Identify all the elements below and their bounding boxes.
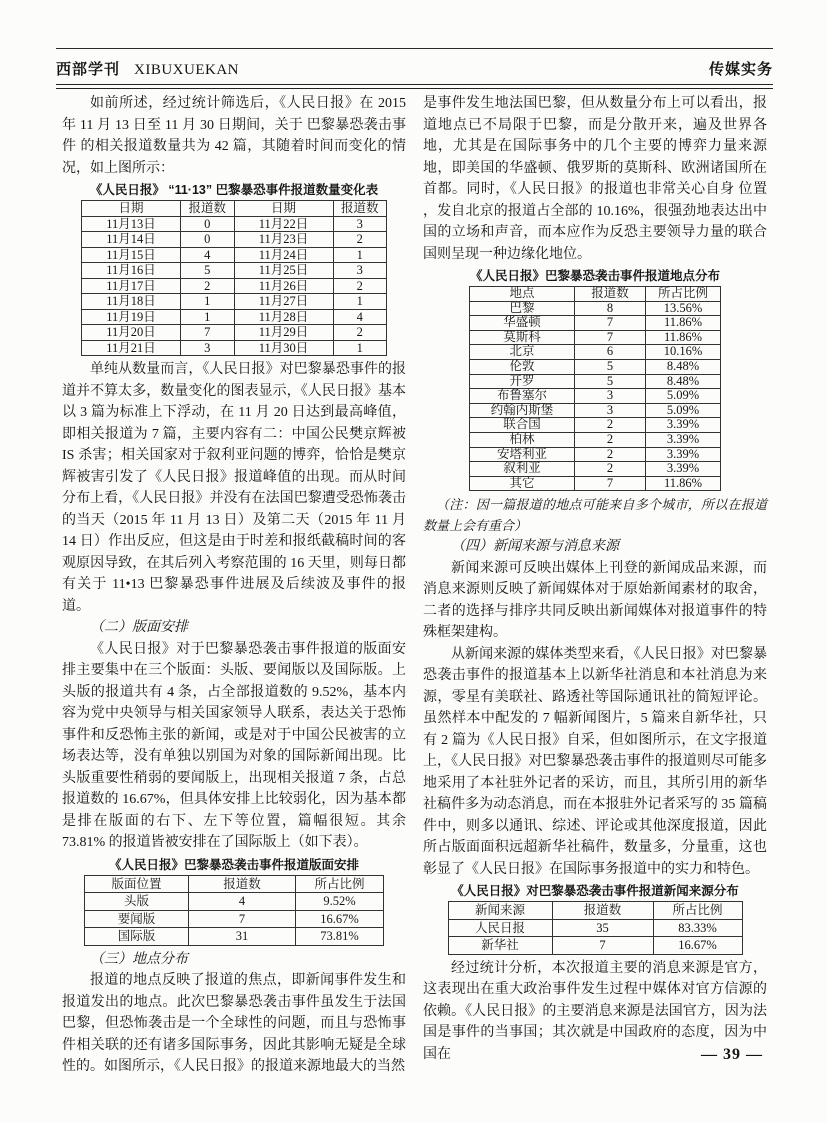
body-columns — [62, 93, 767, 1078]
table-cell: 头版 — [85, 893, 189, 911]
table-cell: 35 — [552, 919, 653, 937]
table-cell: 布鲁塞尔 — [470, 389, 575, 404]
table-cell: 3.39% — [646, 418, 721, 433]
table-row — [82, 340, 387, 356]
table-cell: 要闻版 — [85, 910, 189, 928]
table-row — [82, 278, 387, 294]
table-row — [82, 232, 387, 248]
table-cell: 5.09% — [646, 403, 721, 418]
table-cell: 5 — [181, 263, 235, 279]
top-rule — [56, 48, 773, 49]
table-note: （注：因一篇报道的地点可能来自多个城市，所以在报道数量上会有重合） — [423, 497, 767, 534]
table-cell: 2 — [181, 278, 235, 294]
table-cell: 5 — [575, 359, 646, 374]
table-header-cell: 报道数 — [333, 201, 387, 217]
table-cell: 开罗 — [470, 374, 575, 389]
journal-pinyin: XIBUXUEKAN — [134, 62, 240, 78]
table-row — [470, 403, 721, 418]
table-cell: 11月24日 — [234, 247, 333, 263]
table-cell: 13.56% — [646, 301, 721, 316]
paragraph-location: 报道的地点反映了报道的焦点，即新闻事件发生和报道发出的地点。此次巴黎暴恐袭击事件虽发生于法国巴黎，但恐怖袭击是一个全球性的问题，而且与恐怖事件相关联的还有诸多国际事务，因此其影响无疑是全球性的。如图所示，《人民日报》的报道来源地最大的当然 — [62, 973, 406, 1074]
table-cell: 3.39% — [646, 432, 721, 447]
table-cell: 2 — [575, 447, 646, 462]
table-cell: 3 — [575, 403, 646, 418]
paragraph-intro: 如前所述，经过统计筛选后，《人民日报》在 2015 年 11 月 13 日至 11 月 30 日期间，关于 巴黎暴恐袭击事件 的相关报道数量共为 42 篇，其随着时间而变化的情况，如上图所示： — [62, 96, 406, 176]
table-row — [470, 462, 721, 477]
table-cell: 莫斯科 — [470, 330, 575, 345]
section-name: 传媒实务 — [708, 61, 773, 78]
table-cell: 柏林 — [470, 432, 575, 447]
paragraph-news-source-analysis: 从新闻来源的媒体类型来看，《人民日报》对巴黎暴恐袭击事件的报道基本上以新华社消息和本社消息为来源，零星有美联社、路透社等国际通讯社的简短评论。虽然样本中配发的 7 幅新闻图片，5 篇来自新华社，只有 2 篇为《人民日报》自采，但如图所示，在文字报道上，《人民日报》对巴黎暴恐袭击事件的报道则尽可能多地采用了本社驻外记者的采访，而且，其所引用的新华社稿件多为动态消息，而在本报驻外记者采写的 35 篇稿件中，则多以通讯、综述、评论或其他深度报道，因此所占版面面积远超新华社稿件，数量多，分量重，这也彰显了《人民日报》在国际事务报道中的实力和特色。 — [423, 646, 767, 877]
table-row — [470, 359, 721, 374]
table-cell: 3 — [333, 216, 387, 232]
table-cell: 1 — [181, 294, 235, 310]
paragraph-page-layout: 《人民日报》对于巴黎暴恐袭击事件报道的版面安排主要集中在三个版面：头版、要闻版以及国际版。上头版的报道共有 4 条，占全部报道数的 9.52%，基本内容为党中央领导与相关国家领导人联系，表达关于恐怖事件和反恐怖主张的新闻，或是对于中国公民被害的立场表达等，没有单独以别国为对象的国际新闻出现。比头版重要性稍弱的要闻版上，出现相关报道 7 条，占总报道数的 16.67%，但具体安排上比较弱化，因为基本都是排在版面的右下、左下等位置，篇幅很短。其余 73.81% 的报道皆被安排在了国际版上（如下表）。 — [62, 641, 406, 850]
table-header-cell: 所占比例 — [653, 902, 742, 920]
table-caption-report-count: 《人民日报》 “11·13” 巴黎暴恐事件报道数量变化表 — [89, 183, 379, 197]
page-header — [56, 58, 773, 79]
table-cell: 4 — [333, 309, 387, 325]
table-cell: 11月21日 — [82, 340, 181, 356]
table-cell: 3 — [181, 340, 235, 356]
table-cell: 11月28日 — [234, 309, 333, 325]
table-row — [82, 216, 387, 232]
table-header-cell: 地点 — [470, 287, 575, 302]
table-cell: 7 — [181, 325, 235, 341]
table-caption-news-source: 《人民日报》对巴黎暴恐袭击事件报道新闻来源分布 — [451, 884, 739, 899]
table-cell: 11.86% — [646, 316, 721, 331]
table-cell: 11月22日 — [234, 216, 333, 232]
table-cell: 人民日报 — [448, 919, 552, 937]
table-row — [82, 309, 387, 325]
table-cell: 2 — [575, 432, 646, 447]
table-header-cell: 所占比例 — [296, 875, 384, 893]
table-row — [448, 937, 742, 955]
table-cell: 1 — [181, 309, 235, 325]
table-cell: 1 — [333, 247, 387, 263]
table-cell: 11月27日 — [234, 294, 333, 310]
table-cell: 8 — [575, 301, 646, 316]
table-cell: 11月20日 — [82, 325, 181, 341]
table-cell: 国际版 — [85, 928, 189, 946]
table-row — [85, 910, 384, 928]
table-cell: 11月14日 — [82, 232, 181, 248]
table-cell: 3.39% — [646, 447, 721, 462]
table-header-row — [470, 287, 721, 302]
subheading-location: （三）地点分布 — [90, 951, 188, 967]
table-cell: 1 — [333, 340, 387, 356]
table-header-row — [448, 902, 742, 920]
table-cell: 安塔利亚 — [470, 447, 575, 462]
table-cell: 1 — [333, 294, 387, 310]
table-cell: 2 — [575, 418, 646, 433]
table-row — [470, 432, 721, 447]
table-cell: 8.48% — [646, 359, 721, 374]
table-row — [470, 345, 721, 360]
table-cell: 31 — [189, 928, 296, 946]
table-cell: 2 — [333, 325, 387, 341]
table-cell: 11月16日 — [82, 263, 181, 279]
table-cell: 11月23日 — [234, 232, 333, 248]
table-row — [448, 919, 742, 937]
table-header-cell: 报道数 — [181, 201, 235, 217]
table-cell: 4 — [189, 893, 296, 911]
location-distribution-table — [469, 286, 721, 491]
table-cell: 11月19日 — [82, 309, 181, 325]
table-row — [470, 301, 721, 316]
page-footer — [701, 1046, 763, 1064]
table-cell: 巴黎 — [470, 301, 575, 316]
table-cell: 16.67% — [653, 937, 742, 955]
table-cell: 11月13日 — [82, 216, 181, 232]
table-cell: 联合国 — [470, 418, 575, 433]
table-cell: 16.67% — [296, 910, 384, 928]
table-header-cell: 版面位置 — [85, 875, 189, 893]
table-cell: 5 — [575, 374, 646, 389]
table-cell: 伦敦 — [470, 359, 575, 374]
table-cell: 11月25日 — [234, 263, 333, 279]
table-cell: 2 — [575, 462, 646, 477]
table-row — [470, 316, 721, 331]
table-cell: 10.16% — [646, 345, 721, 360]
table-cell: 其它 — [470, 476, 575, 491]
table-row — [85, 893, 384, 911]
table-header-cell: 日期 — [82, 201, 181, 217]
paragraph-official-source: 经过统计分析，本次报道主要的消息来源是官方，这表现出在重大政治事件发生过程中媒体对官方信源的依赖。《人民日报》的主要消息来源是法国官方，因为法国是事件的当事国；其次就是中国政府的态度，因为中国在 — [423, 960, 767, 1062]
table-row — [82, 263, 387, 279]
journal-name: 西部学刊 — [56, 61, 121, 78]
table-header-cell: 报道数 — [552, 902, 653, 920]
page-number: — 39 — — [701, 1046, 763, 1063]
table-cell: 华盛顿 — [470, 316, 575, 331]
table-row — [470, 389, 721, 404]
paragraph-location-continued: 是事件发生地法国巴黎，但从数量分布上可以看出，报道地点已不局限于巴黎，而是分散开来，遍及世界各地，尤其是在国际事务中的几个主要的博弈力量来源地，即美国的华盛顿、俄罗斯的莫斯科、欧洲诸国所在首都。同时，《人民日报》的报道也非常关心自身 位置 ，发自北京的报道占全部的 10.16%，很强劲地表达出中国的立场和声音，而本应作为反恐主要领导力量的联合国则呈现一种边缘化地位。 — [423, 96, 767, 262]
table-cell: 0 — [181, 232, 235, 248]
table-cell: 7 — [189, 910, 296, 928]
table-cell: 2 — [333, 232, 387, 248]
report-count-table — [81, 200, 387, 356]
table-caption-location: 《人民日报》巴黎暴恐袭击事件报道地点分布 — [469, 269, 720, 283]
table-cell: 11月17日 — [82, 278, 181, 294]
table-cell: 新华社 — [448, 937, 552, 955]
header-left — [56, 58, 239, 79]
table-row — [470, 476, 721, 491]
table-cell: 3 — [333, 263, 387, 279]
table-row — [470, 418, 721, 433]
table-cell: 5.09% — [646, 389, 721, 404]
table-row — [470, 447, 721, 462]
right-column — [423, 93, 767, 1078]
page-layout-table — [84, 875, 384, 946]
table-cell: 叙利亚 — [470, 462, 575, 477]
table-cell: 3 — [575, 389, 646, 404]
table-cell: 11月30日 — [234, 340, 333, 356]
table-cell: 83.33% — [653, 919, 742, 937]
table-cell: 7 — [575, 330, 646, 345]
table-row — [470, 374, 721, 389]
table-cell: 11月15日 — [82, 247, 181, 263]
table-cell: 11月26日 — [234, 278, 333, 294]
table-cell: 7 — [575, 476, 646, 491]
table-row — [82, 325, 387, 341]
table-cell: 11.86% — [646, 330, 721, 345]
table-cell: 4 — [181, 247, 235, 263]
table-cell: 3.39% — [646, 462, 721, 477]
table-cell: 73.81% — [296, 928, 384, 946]
table-cell: 11月29日 — [234, 325, 333, 341]
table-header-cell: 报道数 — [189, 875, 296, 893]
table-cell: 0 — [181, 216, 235, 232]
table-caption-page-layout: 《人民日报》巴黎暴恐袭击事件报道版面安排 — [108, 857, 359, 872]
table-header-row — [82, 201, 387, 217]
table-row — [82, 294, 387, 310]
table-header-cell: 报道数 — [575, 287, 646, 302]
table-cell: 7 — [575, 316, 646, 331]
table-cell: 9.52% — [296, 893, 384, 911]
table-cell: 2 — [333, 278, 387, 294]
news-source-table — [448, 901, 743, 955]
subheading-page-layout: （二）版面安排 — [90, 620, 188, 635]
paragraph-quantity-analysis: 单纯从数量而言，《人民日报》对巴黎暴恐事件的报道并不算太多，数量变化的图表显示，《人民日报》基本以 3 篇为标准上下浮动，在 11 月 20 日达到最高峰值，即相关报道为 7 篇，主要内容有二：中国公民樊京辉被 IS 杀害；相关国家对于叙利亚问题的博弈，恰恰是樊京辉被害引发了《人民日报》报道峰值的出现。而从时间分布上看，《人民日报》并没有在法国巴黎遭受恐怖袭击的当天（2015 年 11 月 13 日）及第二天（2015 年 11 月 14 日）作出反应，但这是由于时差和报纸截稿时间的客观原因导致，在其后列入考察范围的 16 天里，则每日都有关于 11•13 巴黎暴恐事件进展及后续波及事件的报道。 — [62, 362, 406, 614]
table-cell: 8.48% — [646, 374, 721, 389]
table-cell: 11月18日 — [82, 294, 181, 310]
table-cell: 约翰内斯堡 — [470, 403, 575, 418]
table-row — [470, 330, 721, 345]
paragraph-news-source-intro: 新闻来源可反映出媒体上刊登的新闻成品来源，而消息来源则反映了新闻媒体对于原始新闻素材的取舍，二者的选择与排序共同反映出新闻媒体对报道事件的特殊框架建构。 — [423, 560, 767, 641]
left-column — [62, 93, 406, 1078]
table-header-row — [85, 875, 384, 893]
table-cell: 11.86% — [646, 476, 721, 491]
table-row — [82, 247, 387, 263]
subheading-news-source: （四）新闻来源与消息来源 — [451, 539, 619, 555]
table-header-cell: 日期 — [234, 201, 333, 217]
table-cell: 6 — [575, 345, 646, 360]
table-header-cell: 所占比例 — [646, 287, 721, 302]
table-header-cell: 新闻来源 — [448, 902, 552, 920]
header-divider — [56, 84, 773, 89]
table-row — [85, 928, 384, 946]
table-cell: 北京 — [470, 345, 575, 360]
table-cell: 7 — [552, 937, 653, 955]
